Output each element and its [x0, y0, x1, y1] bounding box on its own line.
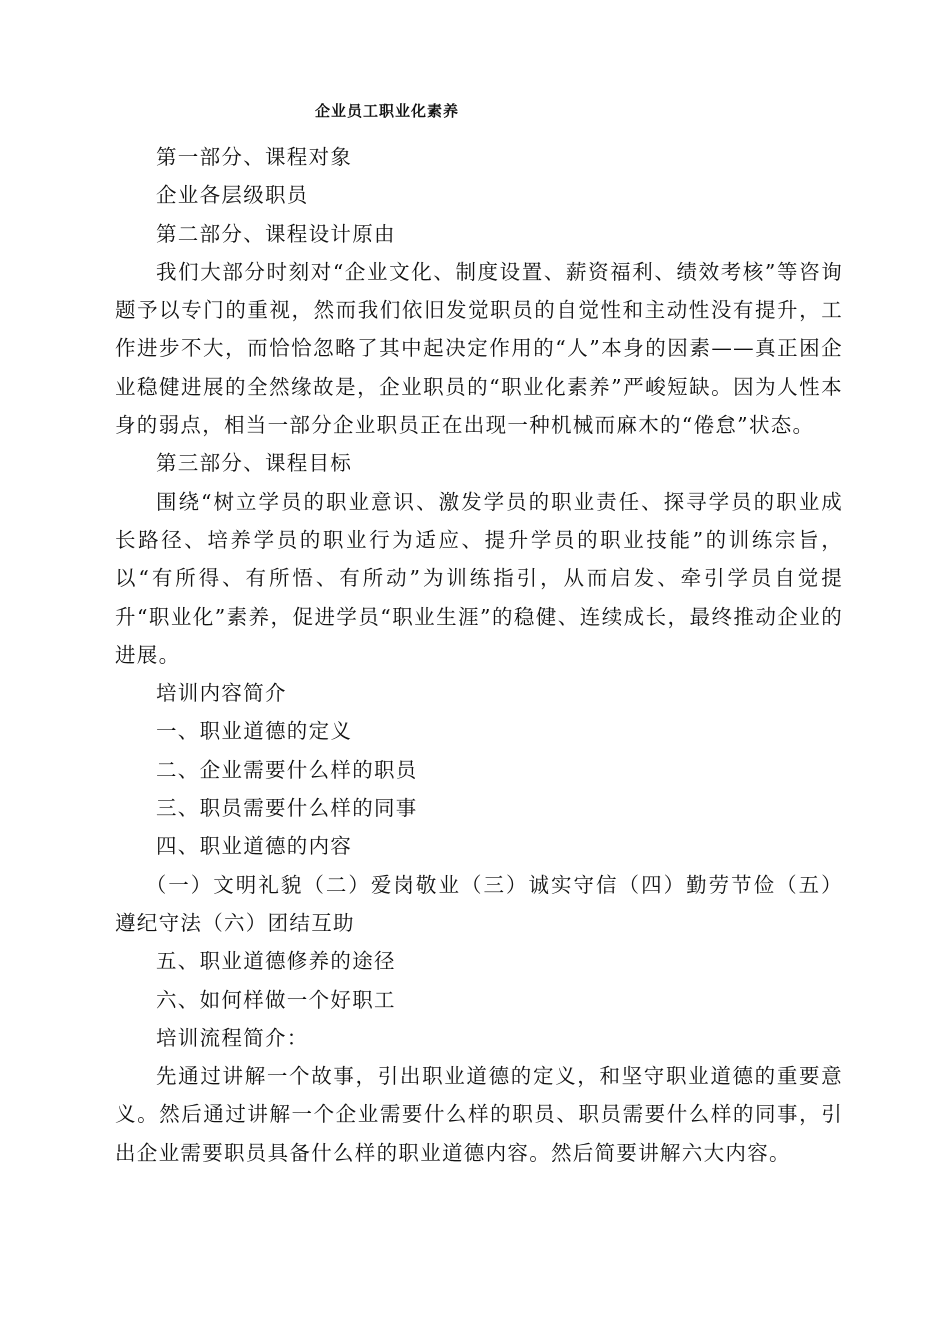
section-heading: 培训流程简介：	[156, 1025, 309, 1050]
list-item: 一、职业道德的定义	[156, 719, 353, 744]
list-item: 三、职员需要什么样的同事	[156, 796, 418, 821]
list-item: （一）文明礼貌（二）爱岗敬业（三）诚实守信（四）勤劳节俭（五）遵纪守法（六）团结互助	[115, 872, 843, 935]
list-item: 六、如何样做一个好职工	[156, 987, 396, 1012]
paragraph: 先通过讲解一个故事，引出职业道德的定义，和坚守职业道德的重要意义。然后通过讲解一个企业需要什么样的职员、职员需要什么样的同事，引出企业需要职员具备什么样的职业道德内容。然后简要讲解六大内容。	[115, 1064, 843, 1165]
document-title: 企业员工职业化素养	[315, 102, 460, 120]
paragraph: 围绕“树立学员的职业意识、激发学员的职业责任、探寻学员的职业成长路径、培养学员的职业行为适应、提升学员的职业技能”的训练宗旨，以“有所得、有所悟、有所动”为训练指引，从而启发、牵引学员自觉提升“职业化”素养，促进学员“职业生涯”的稳健、连续成长，最终推动企业的进展。	[115, 489, 843, 667]
section-heading: 第一部分、课程对象	[156, 145, 353, 169]
section-heading: 第三部分、课程目标	[156, 451, 353, 476]
paragraph: 企业各层级职员	[156, 183, 309, 208]
list-item: 四、职业道德的内容	[156, 834, 353, 859]
paragraph: 我们大部分时刻对“企业文化、制度设置、薪资福利、绩效考核”等咨询题予以专门的重视，然而我们依旧发觉职员的自觉性和主动性没有提升，工作进步不大，而恰恰忽略了其中起决定作用的“人”本身的因素——真正困企业稳健进展的全然缘故是，企业职员的“职业化素养”严峻短缺。因为人性本身的弱点，相当一部分企业职员正在出现一种机械而麻木的“倦怠”状态。	[115, 259, 843, 438]
list-item: 二、企业需要什么样的职员	[156, 757, 418, 782]
section-heading: 第二部分、课程设计原由	[156, 221, 396, 246]
section-heading: 培训内容简介	[156, 681, 287, 706]
document-body	[115, 138, 843, 1172]
list-item: 五、职业道德修养的途径	[156, 949, 396, 974]
